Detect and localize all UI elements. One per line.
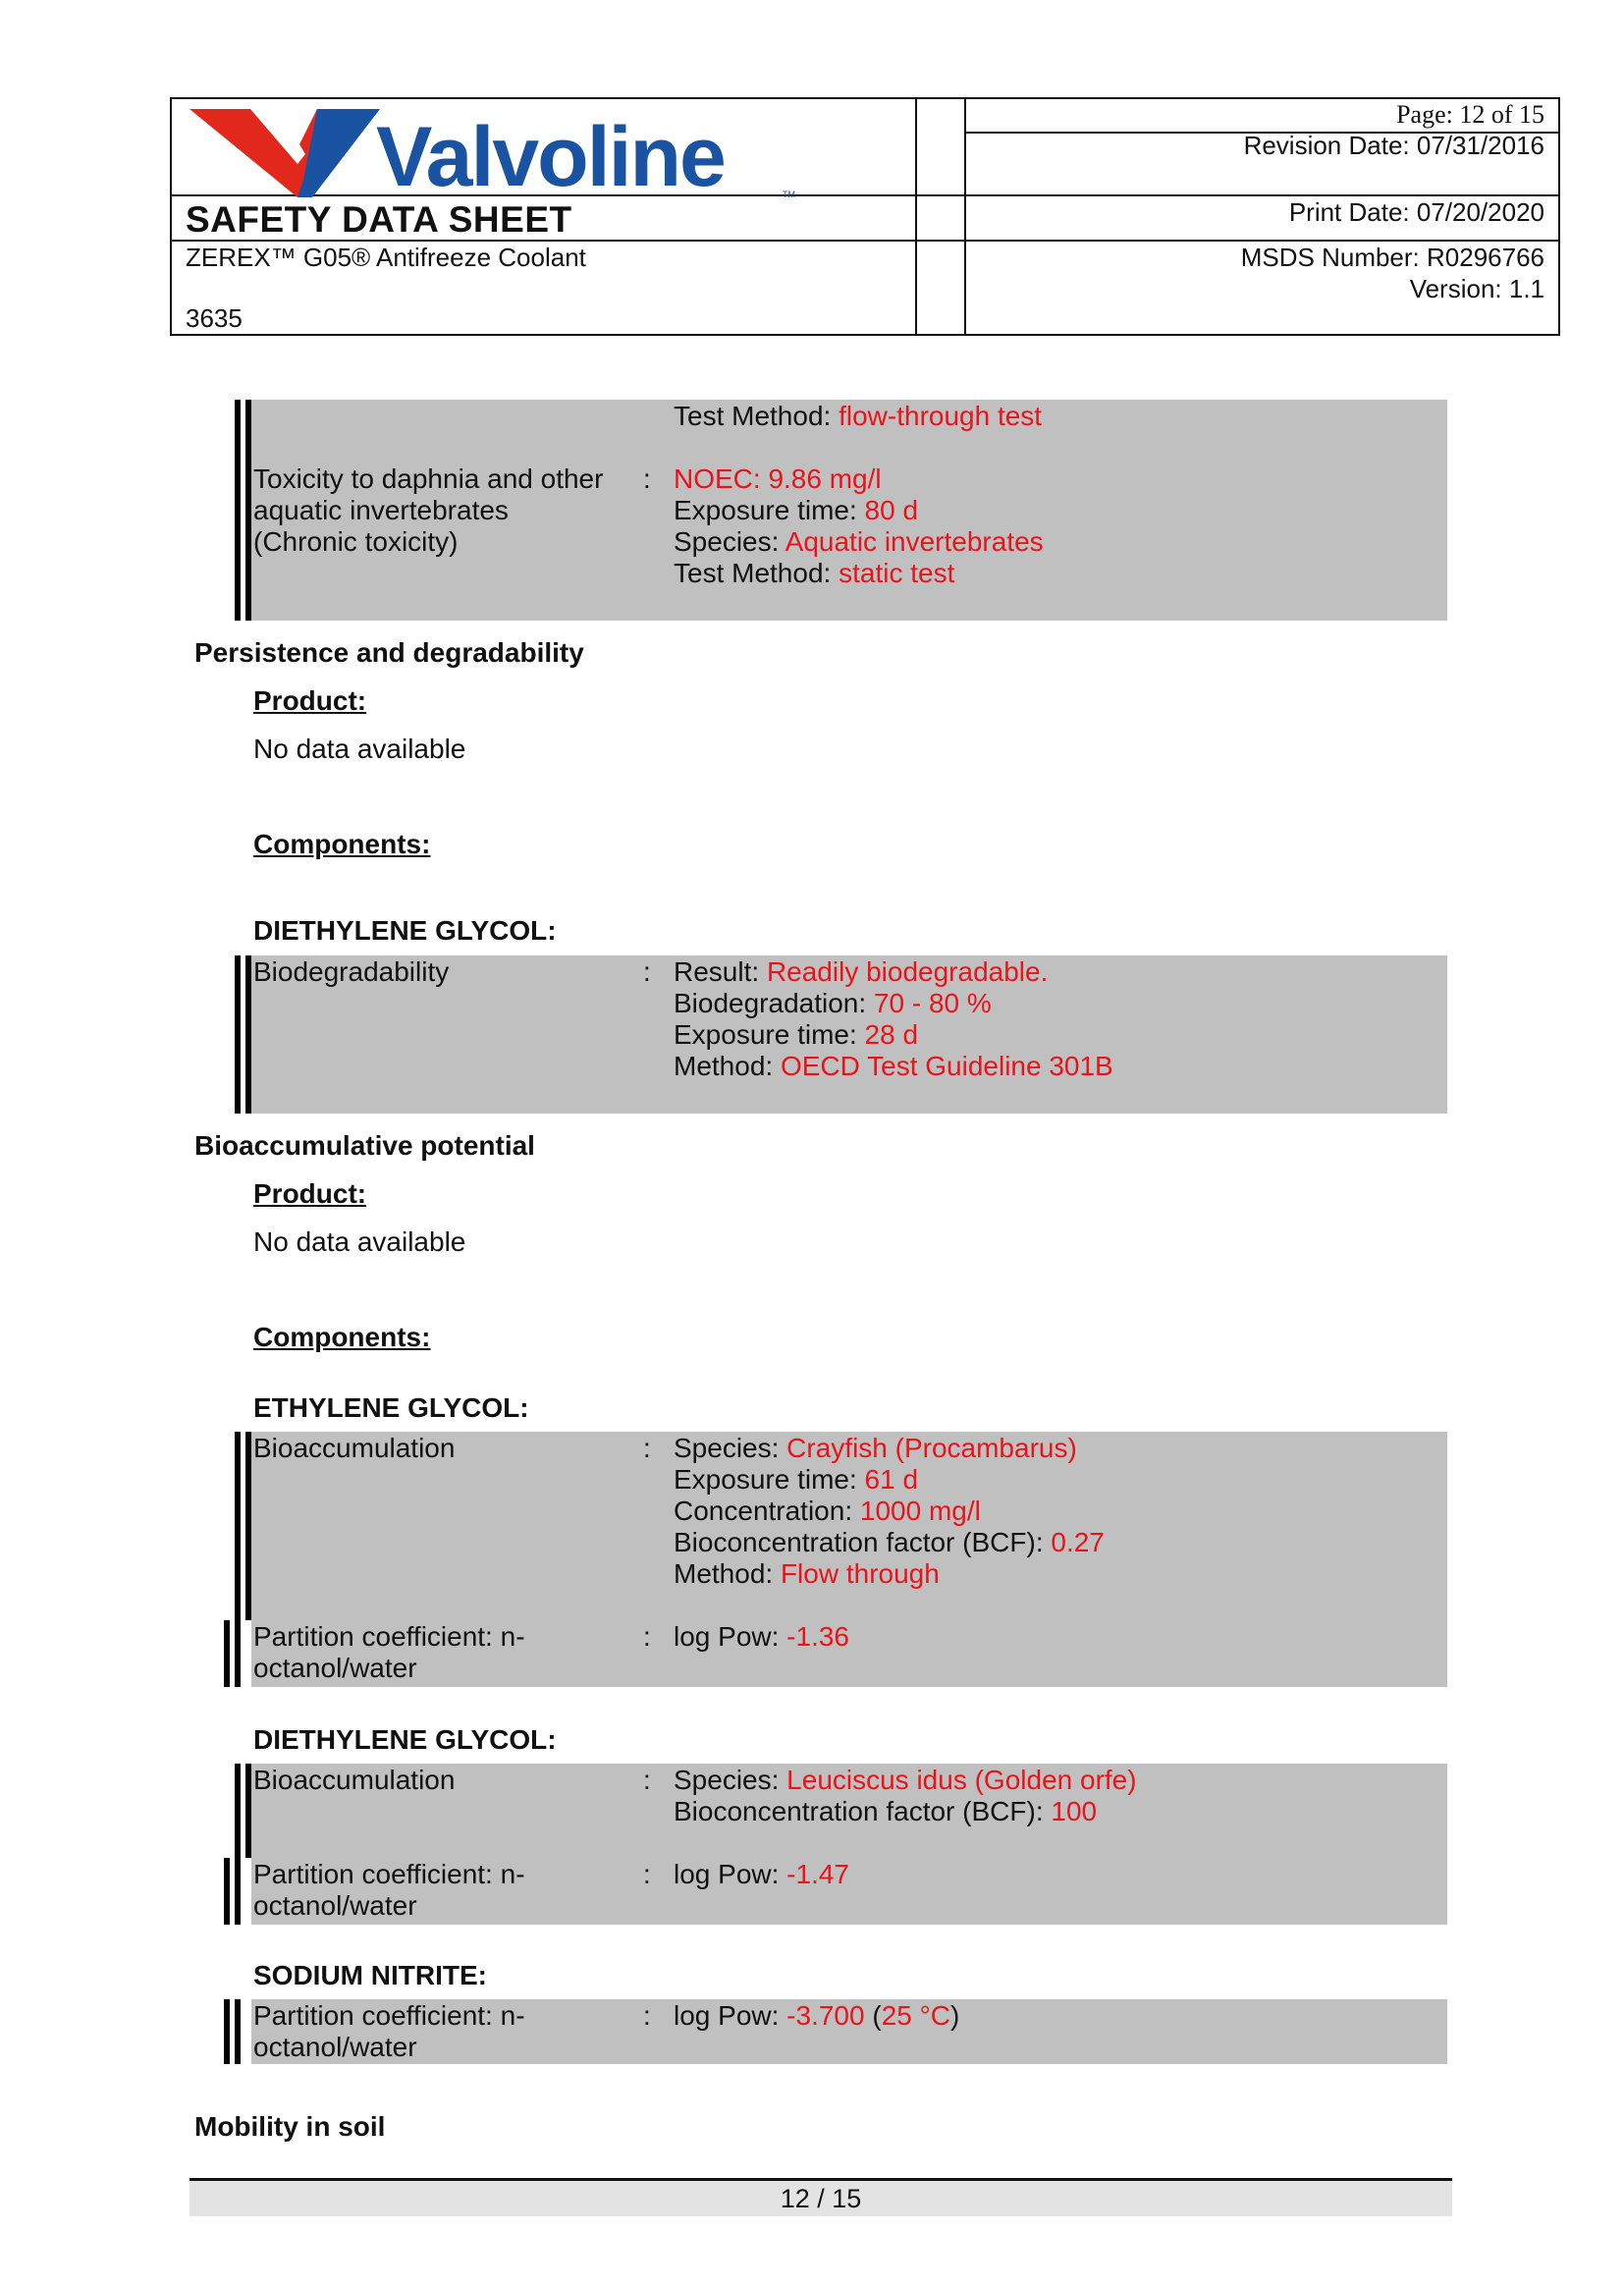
result-line: Result: Readily biodegradable. (674, 956, 1049, 987)
row-label: octanol/water (253, 2032, 417, 2062)
change-bar (245, 1432, 251, 1620)
species-line: Species: Aquatic invertebrates (674, 526, 1044, 557)
change-bar (245, 1764, 251, 1858)
species-line: Species: Leuciscus idus (Golden orfe) (674, 1765, 1137, 1795)
msds-number: MSDS Number: R0296766 (1240, 243, 1544, 272)
page-indicator: Page: 12 of 15 (1396, 100, 1544, 129)
change-bar (235, 400, 241, 621)
component-name: DIETHYLENE GLYCOL: (253, 915, 557, 946)
change-bar (235, 955, 241, 1114)
product-heading: Product: (253, 1178, 367, 1209)
log-pow-line: log Pow: -1.47 (674, 1859, 849, 1889)
field-separator: : (643, 1621, 651, 1652)
change-bar (224, 1858, 230, 1925)
header-divider (915, 99, 917, 334)
change-bar (235, 1764, 241, 1858)
version: Version: 1.1 (1409, 274, 1544, 303)
row-label: Partition coefficient: n- (253, 1859, 525, 1889)
noec-value: NOEC: 9.86 mg/l (674, 463, 882, 494)
component-name: DIETHYLENE GLYCOL: (253, 1724, 557, 1755)
concentration-line: Concentration: 1000 mg/l (674, 1496, 981, 1526)
daphnia-label: aquatic invertebrates (253, 495, 509, 525)
component-name: SODIUM NITRITE: (253, 1960, 487, 1990)
valvoline-logo (189, 103, 798, 197)
field-separator: : (643, 1765, 651, 1795)
change-bar (224, 1999, 230, 2064)
product-text: No data available (253, 1226, 466, 1257)
document-title: SAFETY DATA SHEET (186, 199, 572, 240)
log-pow-line: log Pow: -1.36 (674, 1621, 849, 1652)
exposure-time-line: Exposure time: 28 d (674, 1019, 919, 1050)
row-label: Bioaccumulation (253, 1433, 456, 1463)
product-name: ZEREX™ G05® Antifreeze Coolant (186, 243, 586, 272)
logo-wordmark: Valvoline (376, 110, 725, 197)
sds-header (170, 97, 1560, 336)
change-bar (235, 1432, 241, 1620)
section-heading-persistence: Persistence and degradability (194, 637, 584, 668)
bcf-line: Bioconcentration factor (BCF): 0.27 (674, 1527, 1105, 1557)
row-label: Biodegradability (253, 956, 450, 987)
method-line: Method: Flow through (674, 1558, 940, 1589)
field-separator: : (643, 1433, 651, 1463)
change-bar (224, 1620, 230, 1687)
component-name: ETHYLENE GLYCOL: (253, 1392, 529, 1423)
row-label: octanol/water (253, 1890, 417, 1921)
test-method-line: Test Method: flow-through test (674, 401, 1043, 431)
test-method-line: Test Method: static test (674, 558, 955, 588)
row-label: octanol/water (253, 1653, 417, 1683)
field-separator: : (643, 1859, 651, 1889)
footer (189, 2181, 1452, 2216)
change-bar (245, 955, 251, 1114)
components-heading: Components: (253, 829, 431, 859)
daphnia-label: Toxicity to daphnia and other (253, 463, 604, 494)
change-bar (235, 1858, 241, 1925)
logo-blue-chevron (298, 109, 380, 197)
species-line: Species: Crayfish (Procambarus) (674, 1433, 1077, 1463)
product-text: No data available (253, 734, 466, 764)
bcf-line: Bioconcentration factor (BCF): 100 (674, 1796, 1098, 1826)
page-number: 12 / 15 (780, 2184, 862, 2213)
row-label: Bioaccumulation (253, 1765, 456, 1795)
section-heading-mobility: Mobility in soil (194, 2111, 386, 2142)
field-separator: : (643, 956, 651, 987)
biodegradation-line: Biodegradation: 70 - 80 % (674, 988, 992, 1018)
product-heading: Product: (253, 685, 367, 716)
field-separator: : (643, 463, 651, 494)
change-bar (235, 1999, 241, 2064)
field-separator: : (643, 2000, 651, 2031)
logo-trademark: TM (783, 190, 795, 197)
components-heading: Components: (253, 1322, 431, 1352)
row-label: Partition coefficient: n- (253, 1621, 525, 1652)
revision-date: Revision Date: 07/31/2016 (1243, 131, 1544, 160)
daphnia-label: (Chronic toxicity) (253, 526, 459, 557)
row-label: Partition coefficient: n- (253, 2000, 525, 2031)
method-line: Method: OECD Test Guideline 301B (674, 1051, 1113, 1081)
exposure-time-line: Exposure time: 61 d (674, 1464, 919, 1495)
exposure-time-line: Exposure time: 80 d (674, 495, 919, 525)
product-code: 3635 (186, 303, 243, 333)
section-heading-bioaccumulative: Bioaccumulative potential (194, 1130, 535, 1161)
header-divider (964, 99, 966, 334)
print-date: Print Date: 07/20/2020 (1288, 197, 1544, 227)
change-bar (235, 1620, 241, 1687)
log-pow-line: log Pow: -3.700 (25 °C) (674, 2000, 960, 2031)
change-bar (245, 400, 251, 621)
